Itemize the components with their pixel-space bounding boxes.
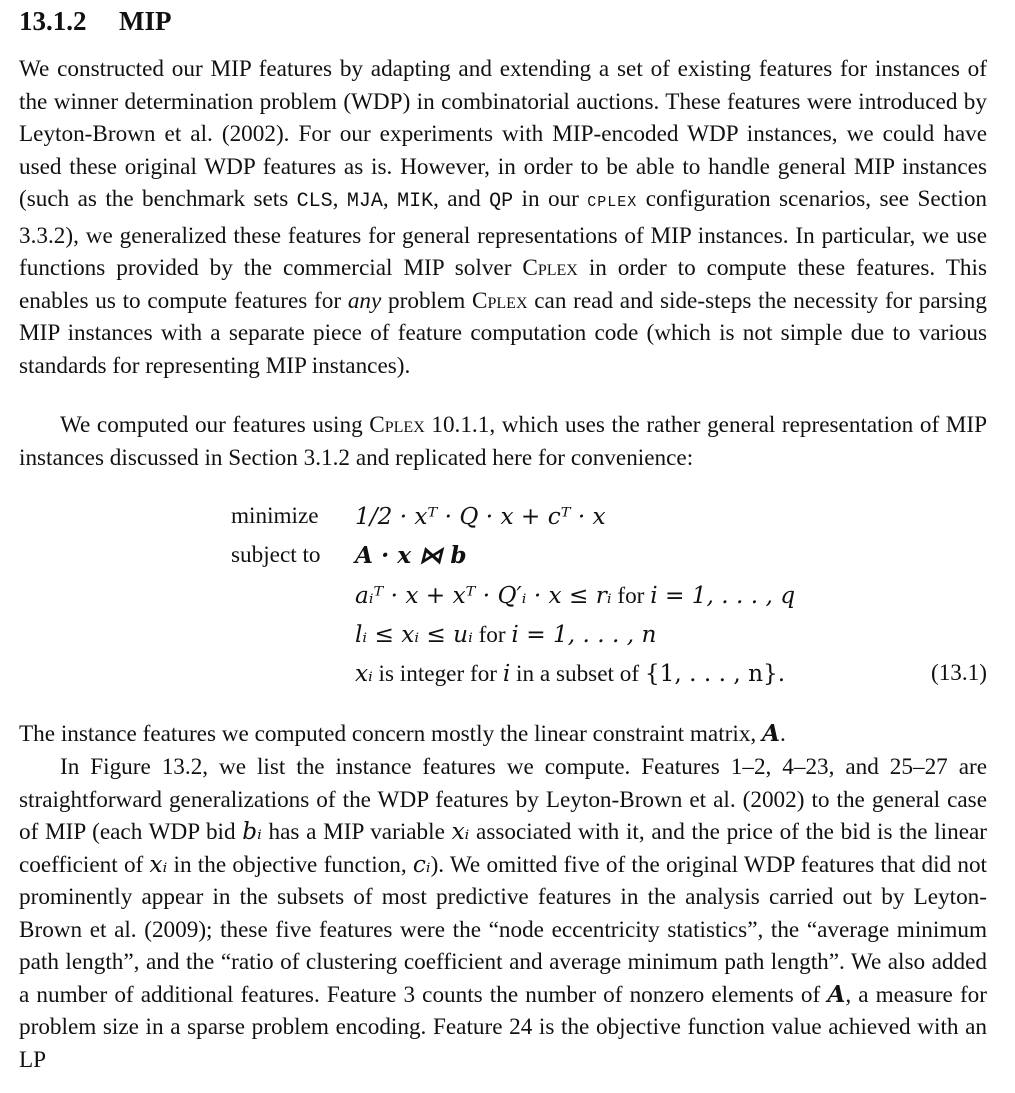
equation-number: (13.1) — [930, 660, 987, 686]
cplex-name: Cplex — [369, 412, 425, 438]
section-heading — [19, 6, 171, 37]
cplex-mono: CPLEX — [587, 194, 638, 211]
section-title: MIP — [119, 6, 172, 36]
constraint-quadratic: aᵢᵀ · x + xᵀ · Q′ᵢ · x ≤ rᵢ for i = 1, . . . , q — [355, 582, 796, 609]
paragraph-3: The instance features we computed concern mostly the linear constraint matrix, A. — [19, 720, 786, 747]
benchmark-mja: MJA — [346, 190, 383, 213]
emphasis-any: any — [347, 287, 382, 314]
benchmark-mik: MIK — [397, 190, 434, 213]
paragraph-1: We constructed our MIP features by adapting and extending a set of existing features for instances of the winner determination problem (WDP) in combinatorial auctions. These features were introduced by Leyton-Brown et al. (2002). For our experiments with MIP-encoded WDP instances, we could have used these original WDP features as is. However, in order to be able to handle general MIP instances (such as the benchmark sets CLS, MJA, MIK, and QP in our CPLEX configuration scenarios, see Section 3.3.2), we generalized these features for general representations of MIP instances. In particular, we use functions provided by the commercial MIP solver Cplex in order to compute these features. This enables us to compute features for any problem Cplex can read and side-steps the necessity for parsing MIP instances with a separate piece of feature computation code (which is not simple due to various standards for representing MIP instances). — [19, 56, 988, 379]
constraint-integrality: xᵢ is integer for i in a subset of {1, . . . , n}. — [355, 660, 786, 687]
minimize-keyword: minimize — [231, 503, 319, 529]
subject-to-keyword: subject to — [231, 542, 321, 568]
matrix-a: A — [762, 720, 781, 747]
cplex-name: Cplex — [472, 287, 528, 314]
constraint-linear: A · x ⋈ b — [355, 542, 467, 569]
benchmark-qp: QP — [489, 190, 514, 213]
benchmark-cls: CLS — [296, 190, 333, 213]
objective-expression: 1/2 · xᵀ · Q · x + cᵀ · x — [355, 503, 606, 530]
section-number: 13.1.2 — [19, 6, 87, 36]
cplex-name: Cplex — [522, 255, 578, 281]
paragraph-2: We computed our features using Cplex 10.1.1, which uses the rather general representation of MIP instances discussed in Section 3.1.2 and replicated here for convenience: — [19, 412, 987, 471]
constraint-bounds: lᵢ ≤ xᵢ ≤ uᵢ for i = 1, . . . , n — [355, 621, 657, 648]
matrix-a: A — [827, 980, 846, 1008]
paragraph-4: In Figure 13.2, we list the instance features we compute. Features 1–2, 4–23, and 25–27 are straightforward generalizations of the WDP features by Leyton-Brown et al. (2002) to the general case of MIP (each WDP bid bᵢ has a MIP variable xᵢ associated with it, and the price of the bid is the linear coefficient of xᵢ in the objective function, cᵢ). We omitted five of the original WDP features that did not prominently appear in the subsets of most predictive features in the analysis carried out by Leyton-Brown et al. (2009); these five features were the “node eccentricity statistics”, the “average minimum path length”, and the “ratio of clustering coefficient and average minimum path length”. We also added a number of additional features. Feature 3 counts the number of nonzero elements of A, a measure for problem size in a sparse problem encoding. Feature 24 is the objective function value achieved with an LP — [19, 754, 987, 1073]
